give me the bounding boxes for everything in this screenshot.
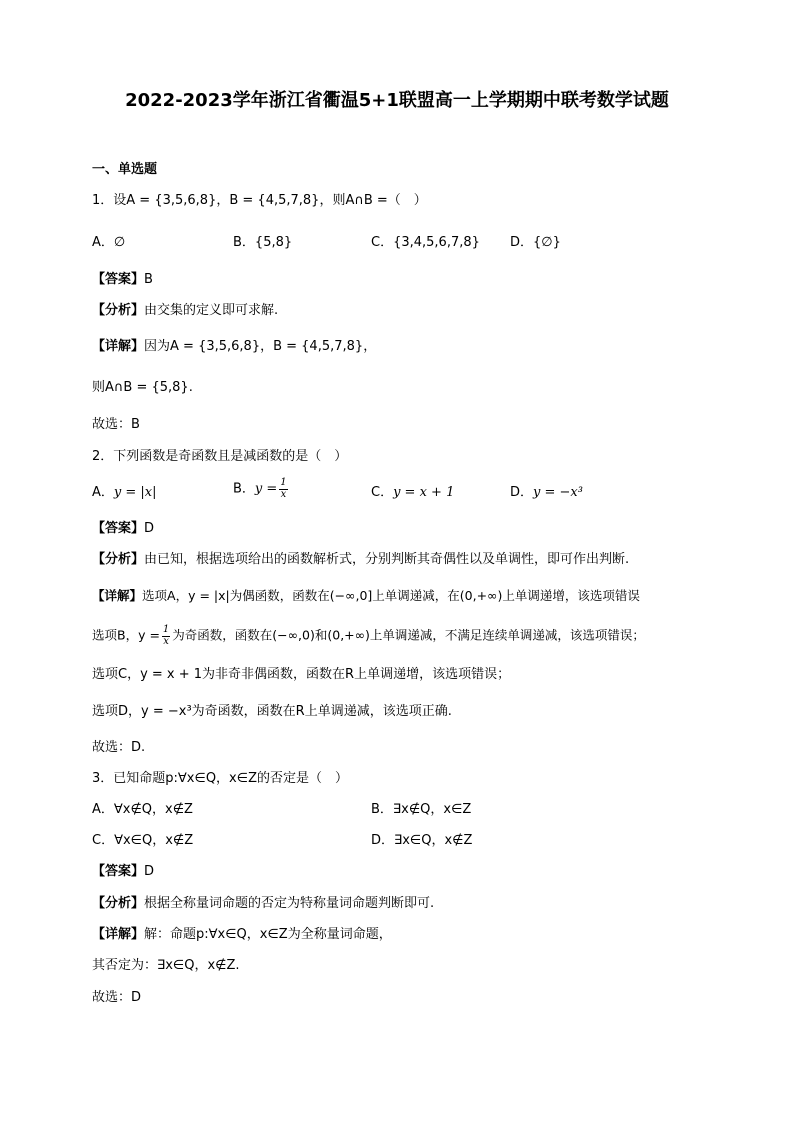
detail-tag: 【详解】 xyxy=(92,588,143,603)
question-3-conclusion: 故选：D xyxy=(92,990,142,1005)
question-2-detail-line-3: 选项C，y = x + 1为非奇非偶函数，函数在R上单调递增，该选项错误； xyxy=(92,667,511,682)
detail-text: 选项A，y = |x|为偶函数，函数在(−∞,0]上单调递减，在(0,+∞)上单调递增，该选项错误 xyxy=(142,588,640,603)
analysis-tag: 【分析】 xyxy=(92,896,145,911)
question-3-option-c: C．∀x∈Q，x∉Z xyxy=(92,833,194,848)
answer-tag: 【答案】 xyxy=(92,521,145,536)
section-heading: 一、单选题 xyxy=(92,162,158,177)
answer-value: D xyxy=(144,864,155,879)
question-3-option-d: D．∃x∈Q，x∉Z xyxy=(371,833,473,848)
answer-value: B xyxy=(144,272,153,287)
question-3-analysis xyxy=(92,897,434,910)
question-1-analysis xyxy=(92,304,278,317)
detail-text: 解：命题p:∀x∈Q，x∈Z为全称量词命题， xyxy=(144,927,392,942)
question-2-stem: 2．下列函数是奇函数且是减函数的是（ ） xyxy=(92,449,348,464)
answer-tag: 【答案】 xyxy=(92,272,145,287)
question-2-option-b: B．y = $\frac{1}{x}$ xyxy=(233,477,287,500)
question-1-detail xyxy=(92,340,376,353)
question-1-option-d: D．{∅} xyxy=(510,235,561,250)
question-2-answer xyxy=(92,522,154,535)
fraction: $\frac{1}{x}$ xyxy=(162,624,170,647)
question-2-option-d: D．y = −x³ xyxy=(510,485,583,500)
question-3-detail xyxy=(92,928,392,941)
question-2-analysis xyxy=(92,553,629,566)
question-2-detail-line-2: 选项B，y = $\frac{1}{x}$ 为奇函数，函数在(−∞,0)和(0,+∞)上单调递减，不满足连续单调递减，该选项错误； xyxy=(92,624,645,647)
question-2-option-a: A．y = |x| xyxy=(92,485,157,500)
analysis-text: 根据全称量词命题的否定为特称量词命题判断即可. xyxy=(144,896,435,911)
detail-tag: 【详解】 xyxy=(92,927,145,942)
question-3-stem: 3．已知命题p:∀x∈Q，x∈Z的否定是（ ） xyxy=(92,771,348,786)
question-1-stem: 1．设A = {3,5,6,8}，B = {4,5,7,8}，则A∩B =（ ） xyxy=(92,193,427,208)
question-3-answer xyxy=(92,865,154,878)
question-2-detail xyxy=(92,590,640,603)
answer-tag: 【答案】 xyxy=(92,864,145,879)
question-2-conclusion: 故选：D. xyxy=(92,740,146,755)
question-1-answer xyxy=(92,273,153,286)
analysis-tag: 【分析】 xyxy=(92,552,145,567)
question-1-conclusion: 故选：B xyxy=(92,417,140,432)
fraction: $\frac{1}{x}$ xyxy=(280,477,287,500)
answer-value: D xyxy=(144,521,155,536)
question-3-detail-line-2: 其否定为：∃x∈Q，x∉Z. xyxy=(92,958,240,973)
analysis-tag: 【分析】 xyxy=(92,303,145,318)
analysis-text: 由已知，根据选项给出的函数解析式，分别判断其奇偶性以及单调性，即可作出判断. xyxy=(144,552,630,567)
question-2-detail-line-4: 选项D，y = −x³为奇函数，函数在R上单调递减，该选项正确. xyxy=(92,704,452,719)
analysis-text: 由交集的定义即可求解. xyxy=(144,303,279,318)
question-1-option-a: A．∅ xyxy=(92,235,126,250)
detail-text: 因为A = {3,5,6,8}，B = {4,5,7,8}， xyxy=(144,339,377,354)
question-1-option-b: B．{5,8} xyxy=(233,235,293,250)
question-3-option-a: A．∀x∉Q，x∉Z xyxy=(92,802,193,817)
question-1-detail-line-2: 则A∩B = {5,8}. xyxy=(92,380,193,395)
detail-tag: 【详解】 xyxy=(92,339,145,354)
question-2-option-c: C．y = x + 1 xyxy=(371,485,455,500)
question-1-option-c: C．{3,4,5,6,7,8} xyxy=(371,235,480,250)
question-3-option-b: B．∃x∉Q，x∈Z xyxy=(371,802,472,817)
document-title: 2022-2023学年浙江省衢温5+1联盟高一上学期期中联考数学试题 xyxy=(125,90,669,111)
